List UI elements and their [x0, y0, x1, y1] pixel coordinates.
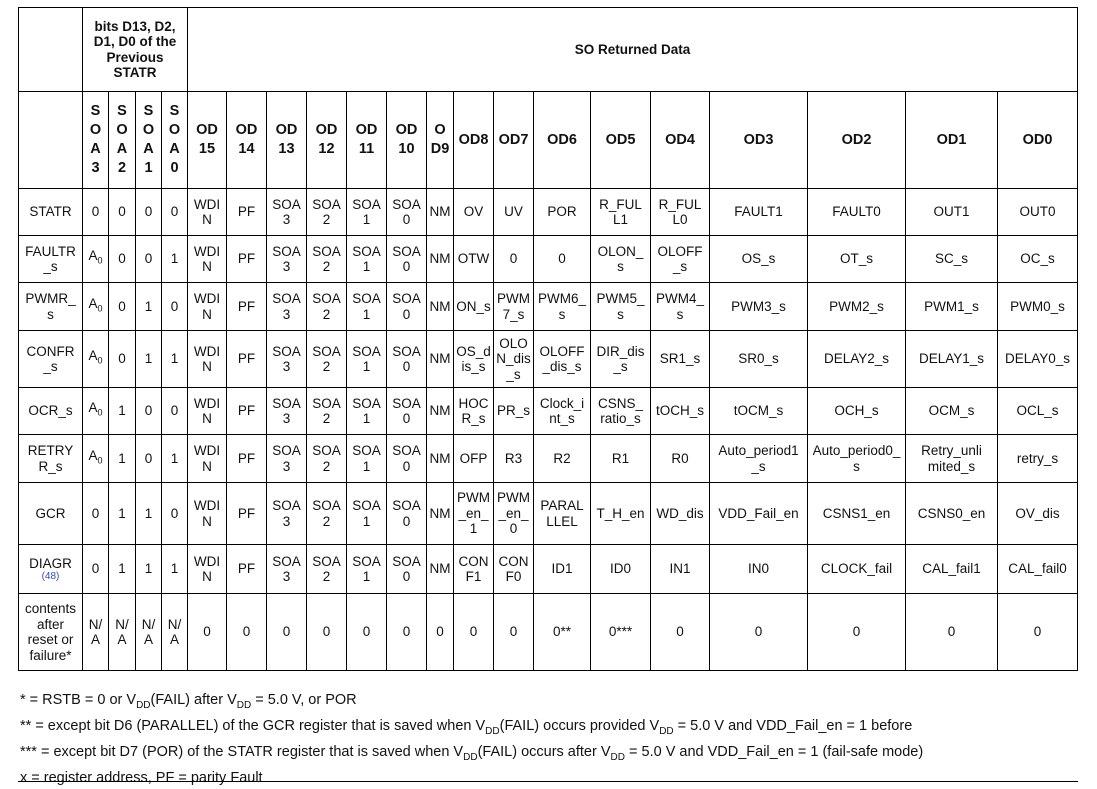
table-row [19, 483, 1078, 545]
table-cell: 1 [162, 545, 188, 594]
table-cell: SOA 3 [267, 435, 307, 483]
table-cell: Retry_unli mited_s [906, 435, 998, 483]
table-cell: R2 [534, 435, 591, 483]
table-cell: 0 [427, 594, 454, 671]
table-cell: PF [227, 283, 267, 331]
table-cell: OFP [454, 435, 494, 483]
table-cell: 0 [83, 189, 109, 236]
register-name-cell [19, 331, 83, 388]
table-cell: HOC R_s [454, 388, 494, 435]
table-row [19, 435, 1078, 483]
table-cell: R_FUL L1 [591, 189, 651, 236]
table-cell: 0 [534, 236, 591, 283]
address-bit-cell: $A_0$ [83, 331, 109, 388]
table-cell: 1 [136, 483, 162, 545]
table-cell: PWM1_s [906, 283, 998, 331]
column-header: S O A 2 [109, 92, 136, 189]
table-cell: 1 [109, 388, 136, 435]
table-cell: R0 [651, 435, 710, 483]
table-cell: ON_s [454, 283, 494, 331]
footnote-1: * = RSTB = 0 or $V_{DD}(FAIL)$ after $V_{DD} = 5.0$ V, or POR [20, 692, 357, 711]
table-cell: 0 [136, 435, 162, 483]
column-header: OD 13 [267, 92, 307, 189]
table-cell: PWM6_ s [534, 283, 591, 331]
table-cell: PARAL LLEL [534, 483, 591, 545]
table-cell: CAL_fail1 [906, 545, 998, 594]
table-cell: R3 [494, 435, 534, 483]
register-name-cell [19, 483, 83, 545]
table-cell: WD_dis [651, 483, 710, 545]
table-cell: OUT1 [906, 189, 998, 236]
table-cell: SOA 1 [347, 435, 387, 483]
table-cell: PF [227, 388, 267, 435]
table-cell: CON F0 [494, 545, 534, 594]
table-cell: 1 [109, 435, 136, 483]
table-cell: 0 [83, 545, 109, 594]
table-cell: SOA 0 [387, 331, 427, 388]
register-name: GCR [35, 505, 66, 521]
table-row [19, 594, 1078, 671]
column-header: OD1 [906, 92, 998, 189]
table-cell: 0 [83, 483, 109, 545]
register-name: STATR [29, 204, 72, 220]
table-cell: PF [227, 331, 267, 388]
table-cell: 0 [307, 594, 347, 671]
column-header: OD 14 [227, 92, 267, 189]
address-bit-cell: $A_0$ [83, 236, 109, 283]
table-cell: 1 [136, 545, 162, 594]
table-cell: T_H_en [591, 483, 651, 545]
table-cell: 0 [387, 594, 427, 671]
table-cell: OLOFF _s [651, 236, 710, 283]
table-cell: OLOFF _dis_s [534, 331, 591, 388]
table-cell: FAULT1 [710, 189, 808, 236]
table-cell: UV [494, 189, 534, 236]
table-cell: ID0 [591, 545, 651, 594]
register-name-cell [19, 435, 83, 483]
table-cell: NM [427, 189, 454, 236]
table-cell: OTW [454, 236, 494, 283]
column-header: OD5 [591, 92, 651, 189]
table-cell: SOA 3 [267, 189, 307, 236]
table-cell: WDI N [188, 483, 227, 545]
table-cell: OV_dis [998, 483, 1078, 545]
table-cell: 0 [136, 189, 162, 236]
address-bit-cell: $A_0$ [83, 388, 109, 435]
so-returned-data-header: SO Returned Data [188, 8, 1078, 92]
table-cell: SC_s [906, 236, 998, 283]
register-name: contents after reset or failure* [24, 601, 77, 663]
table-cell: SOA 2 [307, 236, 347, 283]
table-cell: SOA 1 [347, 545, 387, 594]
table-cell: OCL_s [998, 388, 1078, 435]
register-name: PWMR_ s [25, 291, 76, 322]
table-cell: 0 [494, 236, 534, 283]
table-row [19, 545, 1078, 594]
table-cell: OLO N_dis _s [494, 331, 534, 388]
column-header: OD0 [998, 92, 1078, 189]
table-cell: NM [427, 283, 454, 331]
table-cell: N/ A [109, 594, 136, 671]
table-cell: DELAY0_s [998, 331, 1078, 388]
table-cell: CON F1 [454, 545, 494, 594]
footnote-4: x = register address, PF = parity Fault [20, 769, 263, 786]
footnote-reference-link[interactable]: (48) [41, 571, 60, 583]
table-cell: WDI N [188, 236, 227, 283]
table-cell: Auto_period0_ s [808, 435, 906, 483]
table-cell: CAL_fail0 [998, 545, 1078, 594]
table-row [19, 388, 1078, 435]
table-cell: PR_s [494, 388, 534, 435]
table-cell: OS_s [710, 236, 808, 283]
table-cell: 0 [188, 594, 227, 671]
table-cell: SOA 2 [307, 388, 347, 435]
footnote-3: *** = except bit D7 (POR) of the STATR register that is saved when $V_{DD}(FAIL)$ occurs after $V_{DD} = 5.0$ V and VDD_Fail_en = 1 (fail-safe mode) [20, 743, 924, 763]
table-cell: 1 [109, 545, 136, 594]
table-cell: 0 [651, 594, 710, 671]
register-name: DIAGR [29, 555, 72, 571]
table-cell: VDD_Fail_en [710, 483, 808, 545]
register-name: OCR_s [28, 403, 73, 419]
table-cell: 0 [267, 594, 307, 671]
column-header: S O A 3 [83, 92, 109, 189]
table-cell: NM [427, 388, 454, 435]
table-cell: PWM _en_ 0 [494, 483, 534, 545]
table-cell: 0 [162, 283, 188, 331]
table-cell: SOA 1 [347, 331, 387, 388]
table-cell: 0 [109, 283, 136, 331]
table-cell: 0 [109, 189, 136, 236]
table-cell: CSNS1_en [808, 483, 906, 545]
table-cell: 0 [136, 388, 162, 435]
table-cell: IN1 [651, 545, 710, 594]
table-cell: 1 [162, 236, 188, 283]
table-cell: WDI N [188, 388, 227, 435]
table-cell: POR [534, 189, 591, 236]
table-cell: SOA 0 [387, 388, 427, 435]
footnotes [20, 690, 1080, 789]
table-cell: retry_s [998, 435, 1078, 483]
table-cell: 0 [109, 236, 136, 283]
table-cell: WDI N [188, 545, 227, 594]
table-cell: SOA 0 [387, 545, 427, 594]
table-cell: SOA 0 [387, 283, 427, 331]
table-cell: SOA 2 [307, 545, 347, 594]
table-cell: CSNS0_en [906, 483, 998, 545]
table-cell: 1 [109, 483, 136, 545]
register-name-cell [19, 594, 83, 671]
table-cell: tOCH_s [651, 388, 710, 435]
table-cell: DIR_dis _s [591, 331, 651, 388]
table-cell: PF [227, 483, 267, 545]
table-cell: N/ A [83, 594, 109, 671]
table-cell: N/ A [162, 594, 188, 671]
table-cell: SOA 3 [267, 388, 307, 435]
table-cell: OCM_s [906, 388, 998, 435]
table-cell: SOA 3 [267, 331, 307, 388]
table-row [19, 331, 1078, 388]
footnote-2: ** = except bit D6 (PARALLEL) of the GCR register that is saved when $V_{DD}(FAIL)$ occurs provided $V_{DD} = 5.0$ V and VDD_Fail_en = 1 before [20, 717, 913, 737]
table-cell: SOA 3 [267, 236, 307, 283]
table-cell: OT_s [808, 236, 906, 283]
table-cell: 0 [162, 483, 188, 545]
table-cell: NM [427, 236, 454, 283]
table-cell: FAULT0 [808, 189, 906, 236]
table-top-header-row [19, 8, 1078, 92]
column-header: O D9 [427, 92, 454, 189]
table-cell: SOA 2 [307, 283, 347, 331]
table-cell: WDI N [188, 283, 227, 331]
table-cell: 0** [534, 594, 591, 671]
table-cell: OV [454, 189, 494, 236]
register-name-cell [19, 283, 83, 331]
table-cell: PWM4_ s [651, 283, 710, 331]
column-header: OD8 [454, 92, 494, 189]
register-name: FAULTR _s [25, 243, 76, 274]
table-cell: 0 [998, 594, 1078, 671]
table-cell: 0 [162, 189, 188, 236]
table-cell: OCH_s [808, 388, 906, 435]
table-cell: 1 [162, 435, 188, 483]
table-cell: NM [427, 331, 454, 388]
table-cell: SOA 2 [307, 435, 347, 483]
table-cell: SOA 3 [267, 283, 307, 331]
register-name: CONFR _s [26, 343, 75, 374]
table-cell: OC_s [998, 236, 1078, 283]
table-cell: PWM3_s [710, 283, 808, 331]
table-cell: R_FUL L0 [651, 189, 710, 236]
corner-cell [19, 8, 83, 92]
table-cell: SOA 1 [347, 388, 387, 435]
table-row [19, 189, 1078, 236]
table-cell: OS_d is_s [454, 331, 494, 388]
row-name-header [19, 92, 83, 189]
table-cell: DELAY1_s [906, 331, 998, 388]
table-cell: PF [227, 236, 267, 283]
table-cell: 0 [109, 331, 136, 388]
table-cell: 1 [162, 331, 188, 388]
table-cell: 0 [162, 388, 188, 435]
register-name-cell [19, 388, 83, 435]
table-cell: 0 [906, 594, 998, 671]
table-cell: tOCM_s [710, 388, 808, 435]
table-cell: IN0 [710, 545, 808, 594]
table-cell: PWM 7_s [494, 283, 534, 331]
table-cell: SOA 2 [307, 189, 347, 236]
table-cell: N/ A [136, 594, 162, 671]
table-cell: SOA 1 [347, 236, 387, 283]
table-cell: PF [227, 545, 267, 594]
table-cell: 1 [136, 331, 162, 388]
table-cell: SR1_s [651, 331, 710, 388]
table-cell: OUT0 [998, 189, 1078, 236]
table-cell: SOA 3 [267, 545, 307, 594]
table-row [19, 283, 1078, 331]
table-cell: PF [227, 435, 267, 483]
table-cell: NM [427, 435, 454, 483]
table-cell: NM [427, 545, 454, 594]
table-cell: SOA 0 [387, 189, 427, 236]
column-header: OD 10 [387, 92, 427, 189]
table-cell: SOA 1 [347, 189, 387, 236]
table-cell: CSNS_ ratio_s [591, 388, 651, 435]
table-cell: R1 [591, 435, 651, 483]
table-row [19, 236, 1078, 283]
table-cell: 0 [710, 594, 808, 671]
bottom-rule [18, 781, 1078, 782]
register-table [18, 7, 1078, 671]
table-cell: ID1 [534, 545, 591, 594]
table-cell: OLON_ s [591, 236, 651, 283]
register-name-cell [19, 189, 83, 236]
table-cell: 0 [347, 594, 387, 671]
table-cell: Auto_period1 _s [710, 435, 808, 483]
column-header: OD3 [710, 92, 808, 189]
table-cell: 0*** [591, 594, 651, 671]
column-header: S O A 1 [136, 92, 162, 189]
table-cell: SOA 1 [347, 283, 387, 331]
column-header: OD 12 [307, 92, 347, 189]
register-name-cell [19, 236, 83, 283]
table-cell: SOA 0 [387, 236, 427, 283]
table-cell: 0 [454, 594, 494, 671]
column-header: OD6 [534, 92, 591, 189]
table-cell: 0 [808, 594, 906, 671]
column-header-row [19, 92, 1078, 189]
table-cell: 0 [227, 594, 267, 671]
table-cell: 0 [494, 594, 534, 671]
table-cell: PWM0_s [998, 283, 1078, 331]
table-cell: SOA 2 [307, 331, 347, 388]
table-cell: PWM2_s [808, 283, 906, 331]
table-cell: PWM5_ s [591, 283, 651, 331]
address-bit-cell: $A_0$ [83, 283, 109, 331]
table-cell: SOA 3 [267, 483, 307, 545]
table-cell: SOA 1 [347, 483, 387, 545]
table-cell: SR0_s [710, 331, 808, 388]
table-cell: CLOCK_fail [808, 545, 906, 594]
column-header: S O A 0 [162, 92, 188, 189]
column-header: OD7 [494, 92, 534, 189]
table-cell: NM [427, 483, 454, 545]
table-cell: PWM _en_ 1 [454, 483, 494, 545]
table-cell: Clock_i nt_s [534, 388, 591, 435]
table-cell: SOA 0 [387, 435, 427, 483]
table-cell: PF [227, 189, 267, 236]
previous-statr-header: bits D13, D2, D1, D0 of the Previous STATR [83, 8, 188, 92]
table-cell: DELAY2_s [808, 331, 906, 388]
table-cell: WDI N [188, 189, 227, 236]
address-bit-cell: $A_0$ [83, 435, 109, 483]
table-cell: 1 [136, 283, 162, 331]
table-cell: SOA 0 [387, 483, 427, 545]
register-name-cell [19, 545, 83, 594]
column-header: OD 15 [188, 92, 227, 189]
table-cell: 0 [136, 236, 162, 283]
column-header: OD2 [808, 92, 906, 189]
column-header: OD4 [651, 92, 710, 189]
table-cell: SOA 2 [307, 483, 347, 545]
table-cell: WDI N [188, 331, 227, 388]
table-cell: WDI N [188, 435, 227, 483]
register-name: RETRY R_s [27, 443, 74, 474]
column-header: OD 11 [347, 92, 387, 189]
